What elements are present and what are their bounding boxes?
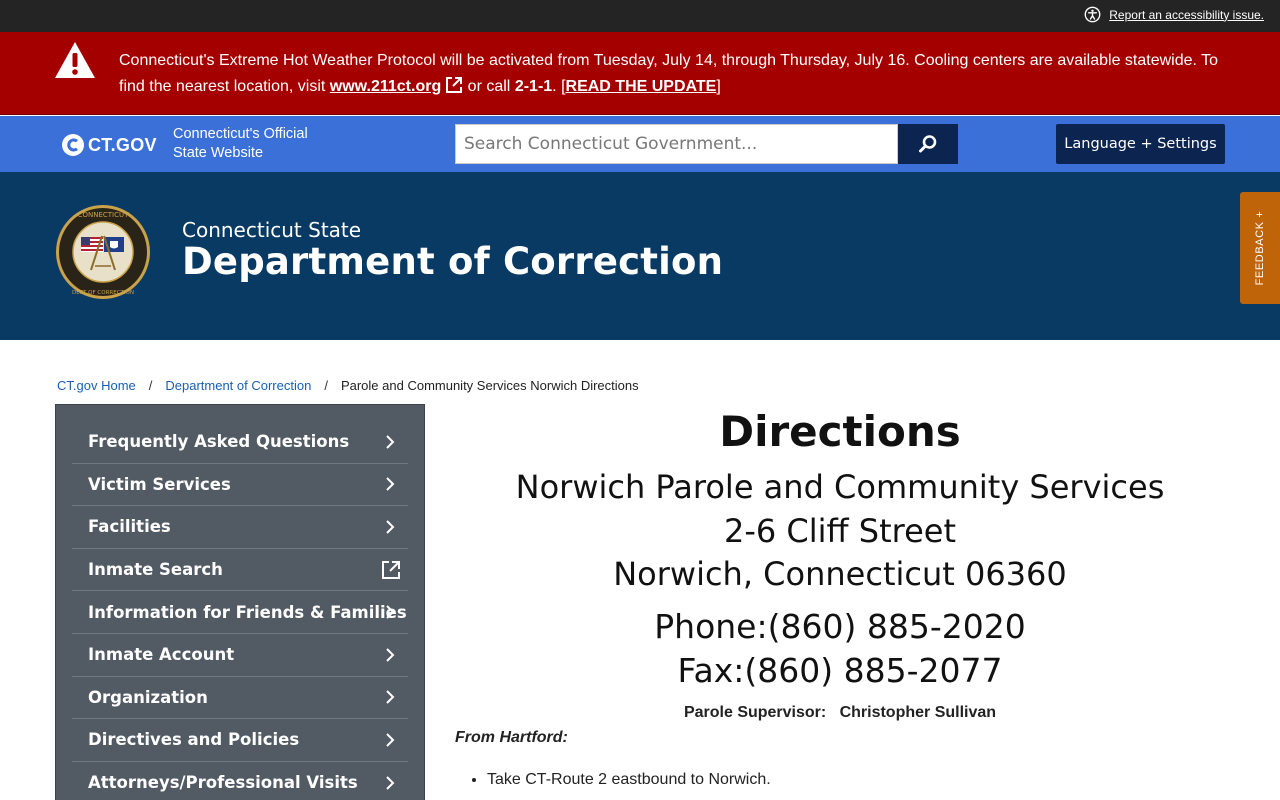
language-settings-button[interactable]: Language + Settings — [1056, 124, 1225, 164]
accessibility-icon — [1084, 6, 1101, 23]
weather-alert-banner — [0, 32, 1280, 115]
agency-banner — [0, 172, 1280, 340]
agency-title[interactable]: Department of Correction — [182, 240, 724, 283]
breadcrumb — [57, 378, 639, 393]
doc-seal-logo[interactable] — [55, 204, 151, 300]
breadcrumb-separator: / — [148, 378, 153, 393]
sidebar-item-attorneys-visits[interactable] — [72, 762, 408, 800]
from-hartford-heading: From Hartford: — [455, 729, 568, 746]
sidebar-item-label: Frequently Asked Questions — [88, 432, 350, 452]
ctgov-header — [0, 116, 1280, 172]
chevron-right-icon — [382, 434, 398, 450]
supervisor-label: Parole Supervisor: — [683, 704, 827, 721]
page-title: Directions — [719, 407, 961, 456]
search-button[interactable] — [898, 124, 958, 164]
svg-text:DEPT OF CORRECTION: DEPT OF CORRECTION — [72, 290, 134, 296]
alert-phone: 2-1-1 — [514, 78, 553, 95]
chevron-right-icon — [382, 647, 398, 663]
search-icon — [918, 134, 938, 154]
list-item: • Take CT-Route 2 eastbound to Norwich. — [487, 770, 771, 790]
chevron-right-icon — [382, 604, 398, 620]
sidebar-item-victim-services[interactable] — [72, 464, 408, 507]
contact-numbers — [455, 605, 1225, 693]
ctgov-tagline-line1: Connecticut's Official — [173, 126, 308, 142]
chevron-right-icon — [382, 689, 398, 705]
sidebar-item-directives-policies[interactable] — [72, 719, 408, 762]
alert-211-link[interactable] — [330, 78, 463, 95]
search-input[interactable] — [455, 124, 898, 164]
feedback-tab[interactable] — [1240, 192, 1280, 304]
breadcrumb-dept[interactable]: Department of Correction — [165, 378, 312, 393]
chevron-right-icon — [382, 519, 398, 535]
directions-list — [487, 770, 771, 790]
chevron-right-icon — [382, 775, 398, 791]
sidebar-item-label: Inmate Search — [88, 560, 223, 580]
ctgov-logo[interactable] — [62, 134, 157, 156]
alert-text-close: ] — [716, 78, 721, 95]
accessibility-report-link[interactable] — [1084, 6, 1264, 23]
sidebar-item-label: Attorneys/Professional Visits — [88, 773, 358, 793]
warning-icon — [54, 41, 96, 79]
feedback-label[interactable]: FEEDBACK + — [1254, 210, 1266, 286]
accessibility-link-text[interactable]: Report an accessibility issue. — [1109, 7, 1264, 22]
sidebar-item-organization[interactable] — [72, 677, 408, 720]
external-link-icon — [380, 559, 402, 581]
sidebar-item-label: Information for Friends & Families — [88, 602, 407, 622]
alert-text-call: or call — [463, 78, 515, 95]
sidebar-item-friends-families[interactable] — [72, 591, 408, 634]
chevron-right-icon — [382, 476, 398, 492]
utility-bar — [0, 0, 1280, 32]
breadcrumb-separator: / — [324, 378, 328, 393]
sidebar-item-label: Organization — [88, 687, 208, 707]
alert-text-before: Connecticut's Extreme Hot Weather Protocol will be activated from Tuesday, July 14, through Thursday, July 16. Cooling centers are available statewide. To find the nearest location, visit — [119, 52, 1219, 95]
sidebar-item-label: Facilities — [88, 517, 171, 537]
sidebar-item-label: Directives and Policies — [88, 730, 300, 750]
alert-211-link-text[interactable]: www.211ct.org — [329, 78, 442, 95]
chevron-right-icon — [382, 732, 398, 748]
read-the-update-link[interactable]: READ THE UPDATE — [565, 78, 717, 95]
sidebar-item-facilities[interactable] — [72, 506, 408, 549]
office-name: Norwich Parole and Community Services — [515, 468, 1165, 506]
ctgov-tagline — [173, 125, 308, 163]
ctgov-c-logo-icon — [62, 134, 84, 156]
sidebar-item-faq[interactable] — [72, 421, 408, 464]
breadcrumb-home[interactable]: CT.gov Home — [57, 378, 136, 393]
search-form — [455, 124, 958, 164]
supervisor-name: Christopher Sullivan — [839, 704, 997, 721]
external-link-icon — [445, 76, 463, 94]
parole-supervisor — [455, 704, 1225, 722]
office-street: 2-6 Cliff Street — [723, 511, 956, 550]
alert-text-after: . [ — [552, 78, 566, 95]
sidebar-item-label: Inmate Account — [88, 645, 235, 665]
sidebar-item-label: Victim Services — [88, 474, 231, 494]
office-city: Norwich, Connecticut 06360 — [613, 555, 1067, 593]
sidebar-nav — [55, 404, 425, 800]
breadcrumb-current: Parole and Community Services Norwich Directions — [340, 378, 639, 393]
office-address — [455, 466, 1225, 597]
sidebar-item-inmate-account[interactable] — [72, 634, 408, 677]
agency-subtitle: Connecticut State — [182, 218, 362, 242]
ctgov-logo-text[interactable]: CT.GOV — [88, 134, 157, 155]
office-fax: Fax:(860) 885-2077 — [677, 651, 1003, 690]
office-phone: Phone:(860) 885-2020 — [654, 607, 1026, 646]
alert-message — [119, 48, 1239, 100]
svg-text:CONNECTICUT: CONNECTICUT — [77, 211, 129, 219]
ctgov-tagline-line2: State Website — [173, 145, 264, 161]
sidebar-item-inmate-search[interactable] — [72, 549, 408, 592]
